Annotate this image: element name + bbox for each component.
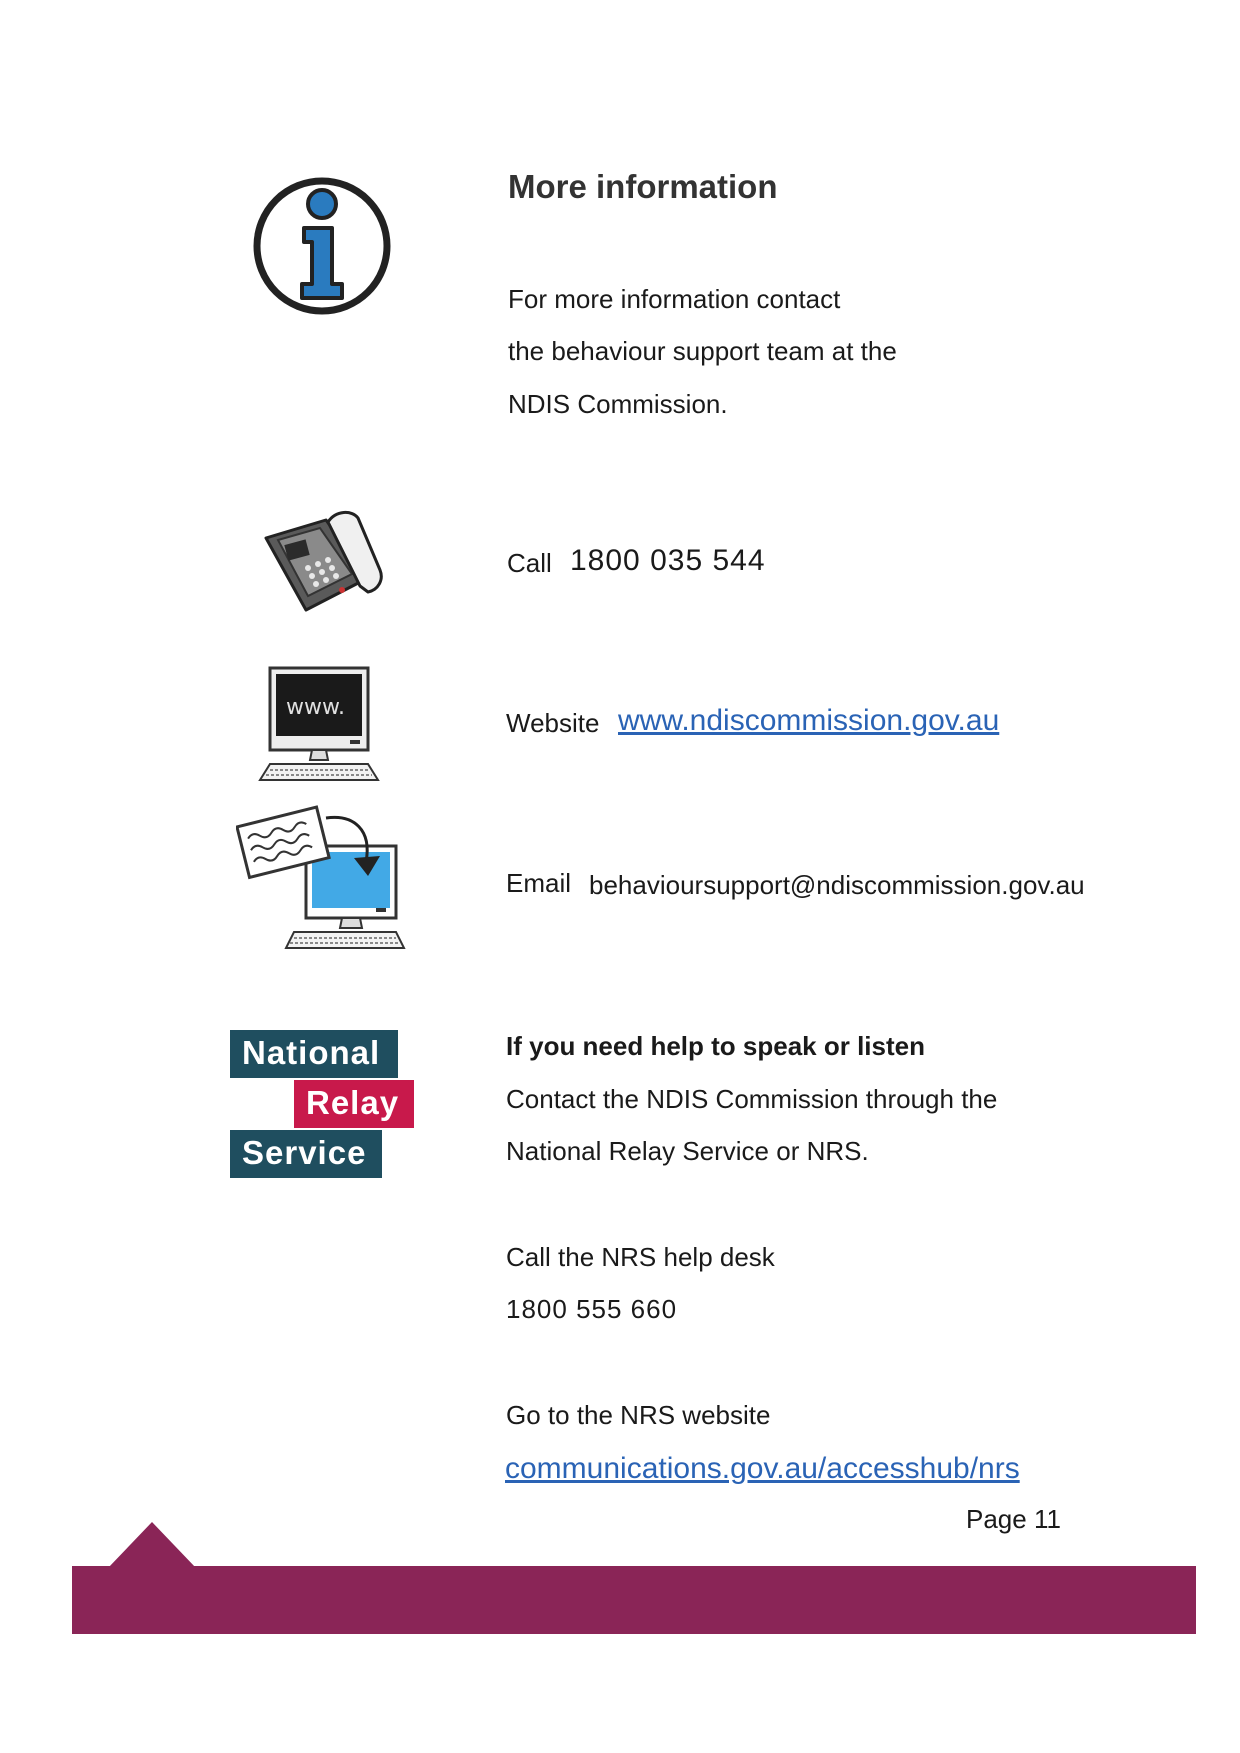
help-line-1: Contact the NDIS Commission through the [506, 1084, 998, 1114]
nrs-logo-service: Service [230, 1130, 382, 1178]
email-address[interactable]: behavioursupport@ndiscommission.gov.au [589, 870, 1085, 900]
call-number[interactable]: 1800 035 544 [570, 544, 766, 577]
nrs-logo-relay: Relay [294, 1080, 414, 1128]
info-icon [252, 176, 392, 316]
intro-line-1: For more information contact [508, 284, 841, 314]
phone-icon [256, 508, 388, 618]
website-link[interactable]: www.ndiscommission.gov.au [618, 704, 1000, 737]
intro-line-3: NDIS Commission. [508, 389, 728, 419]
email-label: Email [506, 868, 572, 898]
helpdesk-number[interactable]: 1800 555 660 [506, 1294, 678, 1324]
help-heading: If you need help to speak or listen [506, 1031, 925, 1061]
nrs-logo-national: National [230, 1030, 398, 1078]
monitor-www-text: www. [286, 695, 345, 720]
footer-triangle [108, 1522, 196, 1568]
nrs-website-label: Go to the NRS website [506, 1400, 771, 1430]
page-title: More information [508, 168, 778, 205]
computer-www-icon [256, 664, 382, 786]
email-icon [236, 800, 406, 952]
nrs-website-link[interactable]: communications.gov.au/accesshub/nrs [505, 1452, 1020, 1485]
helpdesk-label: Call the NRS help desk [506, 1242, 775, 1272]
intro-line-2: the behaviour support team at the [508, 336, 897, 366]
call-label: Call [507, 548, 552, 578]
footer-bar [72, 1566, 1196, 1634]
page-number: Page 11 [966, 1504, 1061, 1534]
website-label: Website [506, 708, 600, 738]
help-line-2: National Relay Service or NRS. [506, 1136, 869, 1166]
